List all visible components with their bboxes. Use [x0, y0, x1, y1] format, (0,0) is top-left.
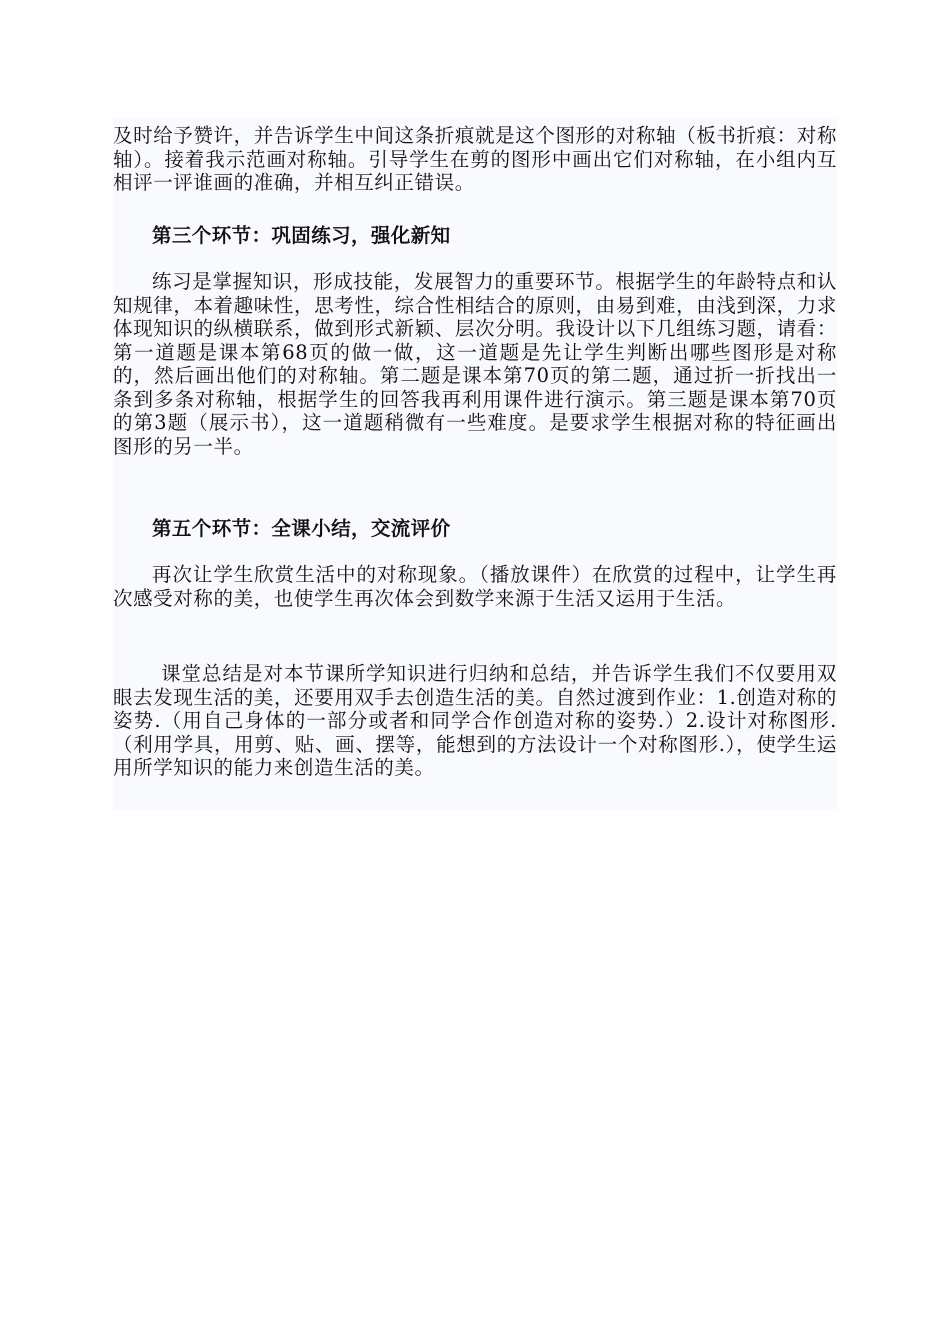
document-body [113, 118, 837, 810]
intro-paragraph: 及时给予赞许，并告诉学生中间这条折痕就是这个图形的对称轴（板书折痕：对称轴）。接着我示范画对称轴。引导学生在剪的图形中画出它们对称轴，在小组内互相评一评谁画的准确，并相互纠正错误。 [113, 124, 837, 194]
section-heading-5: 第五个环节：全课小结，交流评价 [152, 517, 451, 540]
summary-paragraph: 课堂总结是对本节课所学知识进行归纳和总结，并告诉学生我们不仅要用双眼去发现生活的美，还要用双手去创造生活的美。自然过渡到作业：1.创造对称的姿势.（用自己身体的一部分或者和同学合作创造对称的姿势.）2.设计对称图形.（利用学具，用剪、贴、画、摆等，能想到的方法设计一个对称图形.），使学生运用所学知识的能力来创造生活的美。 [113, 662, 837, 779]
appreciation-paragraph: 再次让学生欣赏生活中的对称现象。（播放课件）在欣赏的过程中，让学生再次感受对称的美，也使学生再次体会到数学来源于生活又运用于生活。 [113, 563, 837, 610]
practice-paragraph: 练习是掌握知识，形成技能，发展智力的重要环节。根据学生的年龄特点和认知规律，本着趣味性，思考性，综合性相结合的原则，由易到难，由浅到深，力求体现知识的纵横联系，做到形式新颖、层次分明。我设计以下几组练习题，请看：第一道题是课本第68页的做一做，这一道题是先让学生判断出哪些图形是对称的，然后画出他们的对称轴。第二题是课本第70页的第二题，通过折一折找出一条到多条对称轴，根据学生的回答我再利用课件进行演示。第三题是课本第70页的第3题（展示书），这一道题稍微有一些难度。是要求学生根据对称的特征画出图形的另一半。 [113, 270, 837, 458]
section-heading-3: 第三个环节：巩固练习，强化新知 [152, 224, 451, 247]
